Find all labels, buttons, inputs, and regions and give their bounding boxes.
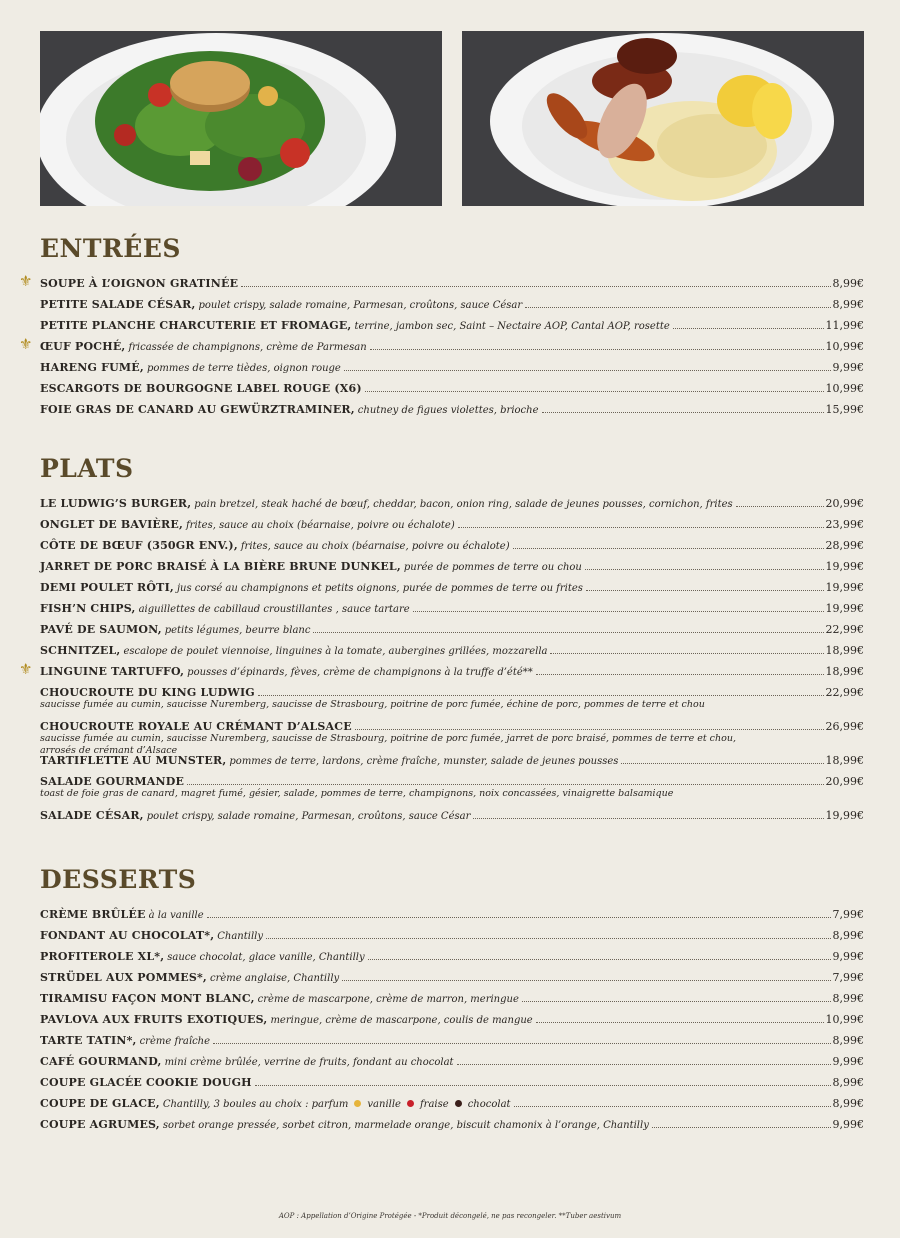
menu-item xyxy=(40,929,864,950)
item-name: CÔTE DE BŒUF (350GR ENV.), xyxy=(40,539,238,552)
item-price: 9,99€ xyxy=(832,950,864,963)
menu-item xyxy=(40,319,864,340)
item-price: 19,99€ xyxy=(825,809,864,822)
choucroute-photo xyxy=(462,31,864,206)
dot-leader xyxy=(413,611,824,612)
item-price: 22,99€ xyxy=(825,686,864,699)
item-name: TARTIFLETTE AU MUNSTER, xyxy=(40,754,227,767)
menu-item-row xyxy=(40,1097,864,1111)
menu-item xyxy=(19,272,864,298)
menu-item xyxy=(40,518,864,539)
item-name: TARTE TATIN*, xyxy=(40,1034,137,1047)
item-name: COUPE DE GLACE, xyxy=(40,1097,160,1110)
entrees-list xyxy=(19,272,864,424)
item-name: COUPE GLACÉE COOKIE DOUGH xyxy=(40,1076,252,1089)
item-description: meringue, crème de mascarpone, coulis de mangue xyxy=(270,1015,533,1026)
dot-leader xyxy=(652,1127,831,1128)
menu-item xyxy=(40,1118,864,1139)
menu-item-row xyxy=(40,560,864,574)
menu-item-row xyxy=(40,518,864,532)
flavor-label: fraise xyxy=(419,1099,449,1110)
menu-item-row xyxy=(19,272,864,290)
item-name: SCHNITZEL, xyxy=(40,644,121,657)
item-price: 8,99€ xyxy=(832,298,864,311)
dot-leader xyxy=(736,506,824,507)
menu-item-row xyxy=(40,992,864,1006)
item-name: CHOUCROUTE ROYALE AU CRÉMANT D’ALSACE xyxy=(40,720,352,733)
menu-item xyxy=(19,660,864,686)
item-name: FISH’N CHIPS, xyxy=(40,602,136,615)
dot-leader xyxy=(525,307,830,308)
dot-leader xyxy=(313,632,823,633)
item-name: FOIE GRAS DE CANARD AU GEWÜRZTRAMINER, xyxy=(40,403,355,416)
menu-item xyxy=(40,1055,864,1076)
menu-item-row xyxy=(40,1055,864,1069)
item-description: purée de pommes de terre ou chou xyxy=(403,562,582,573)
dot-leader xyxy=(255,1085,831,1086)
item-price: 26,99€ xyxy=(825,720,864,733)
item-description: fricassée de champignons, crème de Parmesan xyxy=(128,342,367,353)
menu-item xyxy=(40,539,864,560)
item-description: crème de mascarpone, crème de marron, meringue xyxy=(257,994,519,1005)
item-description: chutney de figues violettes, brioche xyxy=(357,405,539,416)
item-name: CHOUCROUTE DU KING LUDWIG xyxy=(40,686,255,699)
menu-item-row xyxy=(40,754,864,768)
item-name: LINGUINE TARTUFFO, xyxy=(40,665,185,678)
dot-leader xyxy=(513,548,824,549)
dot-leader xyxy=(266,938,830,939)
item-name: PROFITEROLE XL*, xyxy=(40,950,165,963)
dot-leader xyxy=(213,1043,830,1044)
item-price: 20,99€ xyxy=(825,775,864,788)
dot-leader xyxy=(187,784,823,785)
item-price: 28,99€ xyxy=(825,539,864,552)
menu-item-row xyxy=(40,809,864,823)
dot-leader xyxy=(365,391,824,392)
plats-list xyxy=(19,497,864,830)
desserts-list xyxy=(40,908,864,1139)
item-name: COUPE AGRUMES, xyxy=(40,1118,160,1131)
plats-title: PLATS xyxy=(40,454,134,483)
item-price: 22,99€ xyxy=(825,623,864,636)
item-sub-description: saucisse fumée au cumin, saucisse Nuremberg, saucisse de Strasbourg, poitrine de porc fumée, échine de porc, pommes de terre et chou xyxy=(40,699,705,710)
menu-item xyxy=(40,809,864,830)
item-price: 19,99€ xyxy=(825,581,864,594)
item-price: 20,99€ xyxy=(825,497,864,510)
item-name: DEMI POULET RÔTI, xyxy=(40,581,174,594)
menu-item-row xyxy=(40,971,864,985)
item-price: 18,99€ xyxy=(825,665,864,678)
item-description: sauce chocolat, glace vanille, Chantilly xyxy=(167,952,365,963)
item-price: 8,99€ xyxy=(832,1034,864,1047)
item-price: 10,99€ xyxy=(825,382,864,395)
item-price: 10,99€ xyxy=(825,340,864,353)
flavor-dot-icon xyxy=(354,1100,361,1107)
item-name: FONDANT AU CHOCOLAT*, xyxy=(40,929,215,942)
menu-item xyxy=(40,992,864,1013)
menu-item-row xyxy=(40,403,864,417)
dot-leader xyxy=(473,818,823,819)
item-description: crème fraîche xyxy=(139,1036,211,1047)
desserts-title: DESSERTS xyxy=(40,865,197,894)
menu-item-row xyxy=(40,644,864,658)
item-description: mini crème brûlée, verrine de fruits, fondant au chocolat xyxy=(164,1057,454,1068)
dot-leader xyxy=(370,349,824,350)
item-price: 9,99€ xyxy=(832,1055,864,1068)
item-name: TIRAMISU FAÇON MONT BLANC, xyxy=(40,992,255,1005)
photo-strip xyxy=(40,31,864,206)
item-price: 15,99€ xyxy=(825,403,864,416)
item-name: HARENG FUMÉ, xyxy=(40,361,144,374)
item-price: 8,99€ xyxy=(832,992,864,1005)
menu-item xyxy=(40,581,864,602)
dot-leader xyxy=(514,1106,831,1107)
fleur-de-lis-icon: ⚜ xyxy=(19,335,33,353)
item-description: sorbet orange pressée, sorbet citron, marmelade orange, biscuit chamonix à l’orange, Chantilly xyxy=(162,1120,649,1131)
flavor-dot-icon xyxy=(407,1100,414,1107)
item-price: 23,99€ xyxy=(825,518,864,531)
dot-leader xyxy=(258,695,824,696)
menu-item-row xyxy=(40,382,864,395)
item-name: PAVÉ DE SAUMON, xyxy=(40,623,162,636)
menu-item-row xyxy=(19,335,864,354)
item-description: pousses d’épinards, fèves, crème de champignons à la truffe d’été** xyxy=(187,667,533,678)
item-price: 7,99€ xyxy=(832,971,864,984)
menu-item-row xyxy=(40,581,864,595)
item-name: CRÈME BRÛLÉE xyxy=(40,908,146,921)
salad-photo xyxy=(40,31,442,206)
item-description: Chantilly xyxy=(217,931,264,942)
item-name: ESCARGOTS DE BOURGOGNE LABEL ROUGE (X6) xyxy=(40,382,362,395)
menu-item-row xyxy=(40,775,864,788)
menu-item xyxy=(40,497,864,518)
menu-item-row xyxy=(40,1013,864,1027)
item-name: JARRET DE PORC BRAISÉ À LA BIÈRE BRUNE DUNKEL, xyxy=(40,560,401,573)
menu-item-row xyxy=(40,497,864,511)
menu-item xyxy=(40,971,864,992)
item-price: 9,99€ xyxy=(832,361,864,374)
item-description: aiguillettes de cabillaud croustillantes , sauce tartare xyxy=(138,604,410,615)
dot-leader xyxy=(207,917,831,918)
menu-item xyxy=(40,403,864,424)
item-sub-description: saucisse fumée au cumin, saucisse Nuremberg, saucisse de Strasbourg, poitrine de porc fumée, jarret de porc braisé, pommes de terre et chou, arrosés de crémant d’Alsace xyxy=(40,733,736,756)
item-description: pommes de terre, lardons, crème fraîche, munster, salade de jeunes pousses xyxy=(229,756,619,767)
item-sub-description: toast de foie gras de canard, magret fumé, gésier, salade, pommes de terre, champignons, noix concassées, vinaigrette balsamique xyxy=(40,788,674,799)
dot-leader xyxy=(536,1022,824,1023)
item-description: frites, sauce au choix (béarnaise, poivre ou échalote) xyxy=(240,541,510,552)
item-name: STRÜDEL AUX POMMES*, xyxy=(40,971,207,984)
item-description: Chantilly, 3 boules au choix : parfum xyxy=(162,1099,349,1110)
dot-leader xyxy=(673,328,824,329)
item-description: frites, sauce au choix (béarnaise, poivre ou échalote) xyxy=(185,520,455,531)
item-price: 8,99€ xyxy=(832,1076,864,1089)
item-description: crème anglaise, Chantilly xyxy=(209,973,340,984)
flavor-label: vanille xyxy=(367,1099,401,1110)
menu-item-row xyxy=(40,361,864,375)
dot-leader xyxy=(344,370,831,371)
dot-leader xyxy=(368,959,831,960)
item-price: 18,99€ xyxy=(825,644,864,657)
dot-leader xyxy=(458,527,824,528)
menu-item-row xyxy=(40,1076,864,1089)
entrees-title: ENTRÉES xyxy=(40,234,181,263)
item-name: LE LUDWIG’S BURGER, xyxy=(40,497,192,510)
item-description: à la vanille xyxy=(148,910,204,921)
menu-item xyxy=(19,335,864,361)
dot-leader xyxy=(542,412,824,413)
dot-leader xyxy=(586,590,824,591)
dot-leader xyxy=(522,1001,831,1002)
menu-item xyxy=(40,1097,864,1118)
menu-item xyxy=(40,560,864,581)
menu-item xyxy=(40,1013,864,1034)
item-description: terrine, jambon sec, Saint – Nectaire AOP, Cantal AOP, rosette xyxy=(354,321,670,332)
menu-item xyxy=(40,1034,864,1055)
menu-item xyxy=(40,908,864,929)
dot-leader xyxy=(585,569,824,570)
menu-item xyxy=(40,775,864,809)
menu-item xyxy=(40,382,864,403)
menu-item-row xyxy=(40,1034,864,1048)
item-price: 8,99€ xyxy=(832,277,864,290)
item-description: jus corsé au champignons et petits oignons, purée de pommes de terre ou frites xyxy=(176,583,583,594)
item-price: 18,99€ xyxy=(825,754,864,767)
item-name: ŒUF POCHÉ, xyxy=(40,340,126,353)
dot-leader xyxy=(550,653,823,654)
fleur-de-lis-icon: ⚜ xyxy=(19,660,33,678)
menu-item xyxy=(40,754,864,775)
item-price: 7,99€ xyxy=(832,908,864,921)
menu-item-row xyxy=(40,1118,864,1132)
item-name: PAVLOVA AUX FRUITS EXOTIQUES, xyxy=(40,1013,268,1026)
menu-item-row xyxy=(40,539,864,553)
item-description: escalope de poulet viennoise, linguines à la tomate, aubergines grillées, mozzarella xyxy=(123,646,548,657)
menu-item-row xyxy=(19,660,864,679)
item-name: PETITE PLANCHE CHARCUTERIE ET FROMAGE, xyxy=(40,319,352,332)
item-price: 9,99€ xyxy=(832,1118,864,1131)
menu-item xyxy=(40,602,864,623)
menu-item-row xyxy=(40,686,864,699)
item-name: SALADE CÉSAR, xyxy=(40,809,144,822)
flavor-label: chocolat xyxy=(467,1099,511,1110)
menu-item xyxy=(40,361,864,382)
item-price: 19,99€ xyxy=(825,560,864,573)
item-name: SOUPE À L’OIGNON GRATINÉE xyxy=(40,277,239,290)
dot-leader xyxy=(621,763,823,764)
item-description: petits légumes, beurre blanc xyxy=(164,625,311,636)
item-name: PETITE SALADE CÉSAR, xyxy=(40,298,196,311)
menu-item-row xyxy=(40,319,864,333)
item-description: poulet crispy, salade romaine, Parmesan, croûtons, sauce César xyxy=(146,811,471,822)
item-price: 11,99€ xyxy=(825,319,864,332)
item-price: 8,99€ xyxy=(832,1097,864,1110)
menu-item-row xyxy=(40,950,864,964)
flavor-dot-icon xyxy=(455,1100,462,1107)
dot-leader xyxy=(241,286,830,287)
dot-leader xyxy=(536,674,824,675)
menu-item xyxy=(40,644,864,665)
item-description: poulet crispy, salade romaine, Parmesan, croûtons, sauce César xyxy=(198,300,523,311)
menu-item xyxy=(40,1076,864,1097)
menu-item xyxy=(40,298,864,319)
menu-item-row xyxy=(40,623,864,637)
item-price: 8,99€ xyxy=(832,929,864,942)
menu-item xyxy=(40,950,864,971)
item-name: SALADE GOURMANDE xyxy=(40,775,185,788)
menu-item xyxy=(40,686,864,720)
menu-item xyxy=(40,623,864,644)
footer-note: AOP : Appellation d’Origine Protégée - *Produit décongelé, ne pas recongeler. **Tuber aestivum xyxy=(278,1212,622,1220)
item-price: 19,99€ xyxy=(825,602,864,615)
item-description: pommes de terre tièdes, oignon rouge xyxy=(146,363,341,374)
item-name: ONGLET DE BAVIÈRE, xyxy=(40,518,183,531)
fleur-de-lis-icon: ⚜ xyxy=(19,272,33,290)
menu-item-row xyxy=(40,298,864,312)
item-price: 10,99€ xyxy=(825,1013,864,1026)
item-description: pain bretzel, steak haché de bœuf, cheddar, bacon, onion ring, salade de jeunes pousses, cornichon, frites xyxy=(194,499,733,510)
menu-item-row xyxy=(40,720,864,733)
menu-item-row xyxy=(40,929,864,943)
menu-item-row xyxy=(40,908,864,922)
menu-item-row xyxy=(40,602,864,616)
item-name: CAFÉ GOURMAND, xyxy=(40,1055,162,1068)
menu-item xyxy=(40,720,864,754)
dot-leader xyxy=(342,980,830,981)
dot-leader xyxy=(355,729,824,730)
dot-leader xyxy=(457,1064,831,1065)
